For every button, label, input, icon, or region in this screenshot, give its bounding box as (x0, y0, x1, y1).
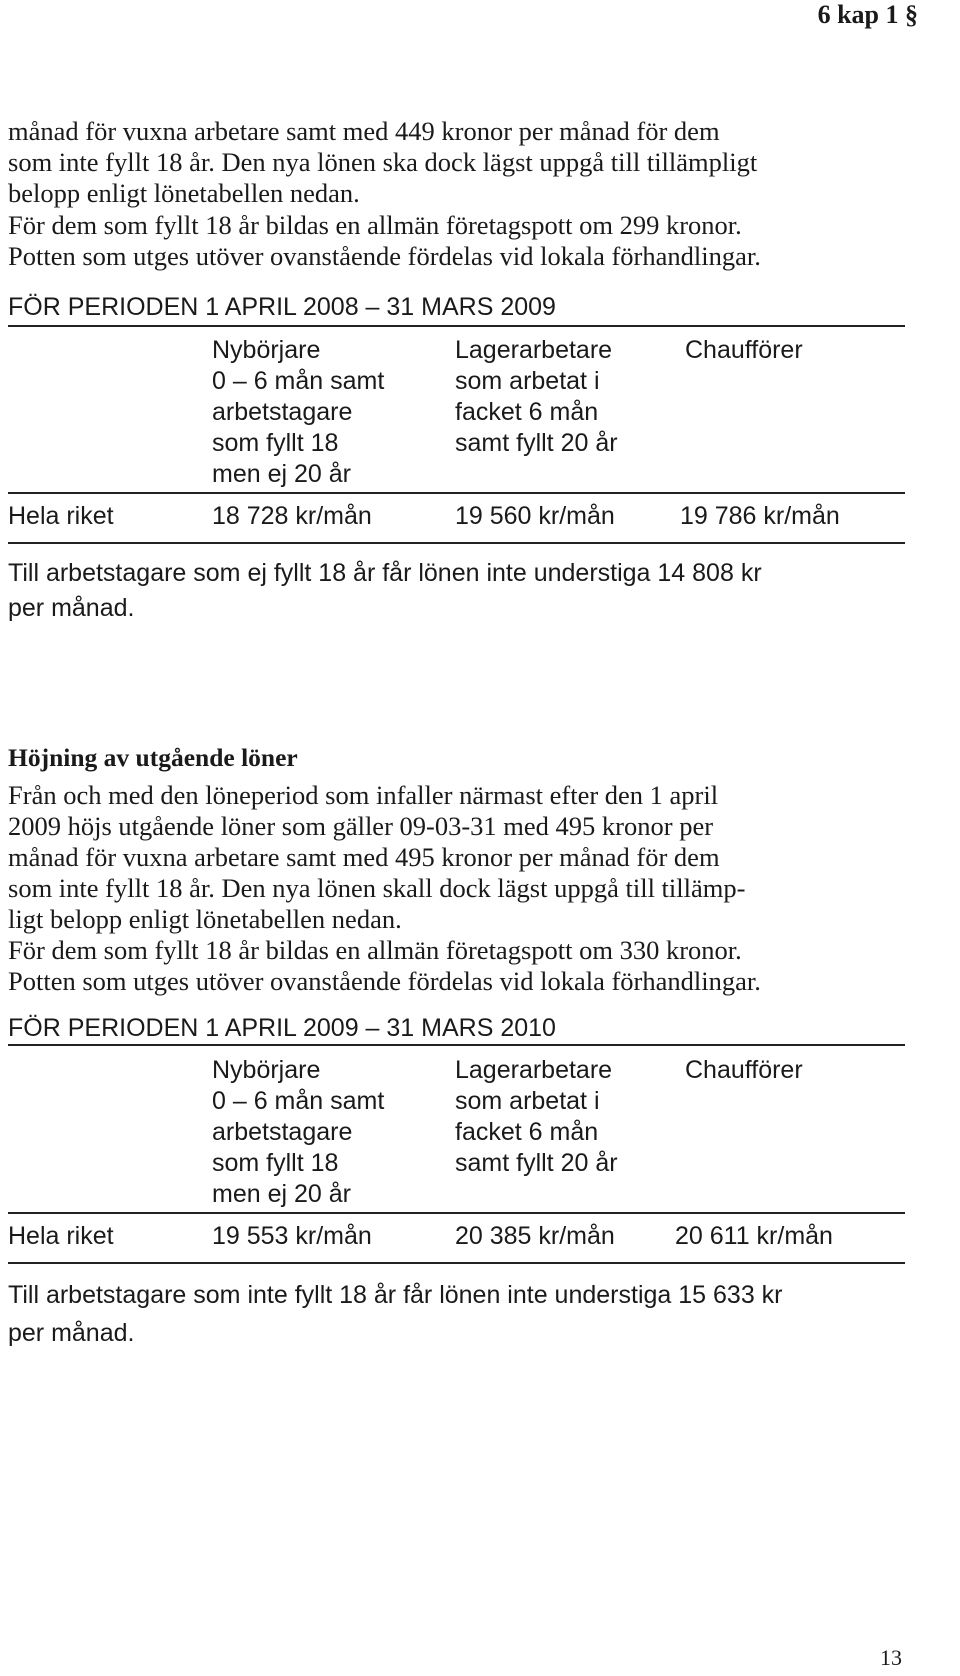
table1-cell: 18 728 kr/mån (212, 502, 372, 530)
table2-note-line: per månad. (8, 1319, 135, 1347)
table1-header-nyborjare: Nybörjare 0 – 6 mån samt arbetstagare som fyllt 18 men ej 20 år (212, 336, 385, 488)
intro-pott-line: För dem som fyllt 18 år bildas en allmän företagspott om 299 kronor. (8, 210, 742, 240)
section-pott-paragraph (8, 935, 908, 997)
section-line: Från och med den löneperiod som infaller närmast efter den 1 april (8, 780, 719, 810)
section-line: som inte fyllt 18 år. Den nya lönen skall dock lägst uppgå till tillämp- (8, 873, 746, 903)
table2-cell: 19 553 kr/mån (212, 1222, 372, 1250)
section-line: ligt belopp enligt lönetabellen nedan. (8, 904, 402, 934)
intro-line: månad för vuxna arbetare samt med 449 kronor per månad för dem (8, 116, 720, 146)
table1-bottom-rule (8, 542, 905, 544)
page-number: 13 (880, 1645, 902, 1670)
table1-header-lagerarbetare: Lagerarbetare som arbetat i facket 6 mån samt fyllt 20 år (455, 336, 618, 457)
intro-paragraph (8, 116, 908, 209)
section-paragraph (8, 780, 908, 935)
table2-bottom-rule (8, 1262, 905, 1264)
section-line: månad för vuxna arbetare samt med 495 kronor per månad för dem (8, 842, 720, 872)
table1-header-chaufforer: Chaufförer (685, 336, 803, 364)
intro-line: som inte fyllt 18 år. Den nya lönen ska dock lägst uppgå till tillämpligt (8, 147, 758, 177)
table1-cell: 19 560 kr/mån (455, 502, 615, 530)
table1-mid-rule (8, 492, 905, 494)
table1-cell: 19 786 kr/mån (680, 502, 840, 530)
table1-top-rule (8, 325, 905, 327)
table1-note (8, 556, 908, 626)
section-line: 2009 höjs utgående löner som gäller 09-03-31 med 495 kronor per (8, 811, 714, 841)
table2-note-line: Till arbetstagare som inte fyllt 18 år får lönen inte understiga 15 633 kr (8, 1281, 783, 1309)
table2-note (8, 1276, 908, 1352)
section-pott-line: För dem som fyllt 18 år bildas en allmän företagspott om 330 kronor. (8, 935, 742, 965)
table1-title: FÖR PERIODEN 1 APRIL 2008 – 31 MARS 2009 (8, 293, 556, 321)
table2-cell: 20 385 kr/mån (455, 1222, 615, 1250)
table2-row-label: Hela riket (8, 1222, 114, 1250)
table2-mid-rule (8, 1212, 905, 1214)
table1-note-line: per månad. (8, 594, 135, 622)
intro-line: belopp enligt lönetabellen nedan. (8, 178, 360, 208)
section-pott-line: Potten som utges utöver ovanstående fördelas vid lokala förhandlingar. (8, 966, 761, 996)
intro-pott-line: Potten som utges utöver ovanstående fördelas vid lokala förhandlingar. (8, 241, 761, 271)
table2-header-nyborjare: Nybörjare 0 – 6 mån samt arbetstagare som fyllt 18 men ej 20 år (212, 1056, 385, 1208)
table1-row-label: Hela riket (8, 502, 114, 530)
intro-pott-paragraph (8, 210, 908, 272)
table2-top-rule (8, 1044, 905, 1046)
table2-header-lagerarbetare: Lagerarbetare som arbetat i facket 6 mån samt fyllt 20 år (455, 1056, 618, 1177)
table2-header-chaufforer: Chaufförer (685, 1056, 803, 1084)
table2-cell: 20 611 kr/mån (675, 1222, 833, 1250)
chapter-mark: 6 kap 1 § (817, 0, 918, 29)
table1-note-line: Till arbetstagare som ej fyllt 18 år får lönen inte understiga 14 808 kr (8, 559, 762, 587)
section-heading: Höjning av utgående löner (8, 743, 298, 772)
table2-title: FÖR PERIODEN 1 APRIL 2009 – 31 MARS 2010 (8, 1014, 556, 1042)
